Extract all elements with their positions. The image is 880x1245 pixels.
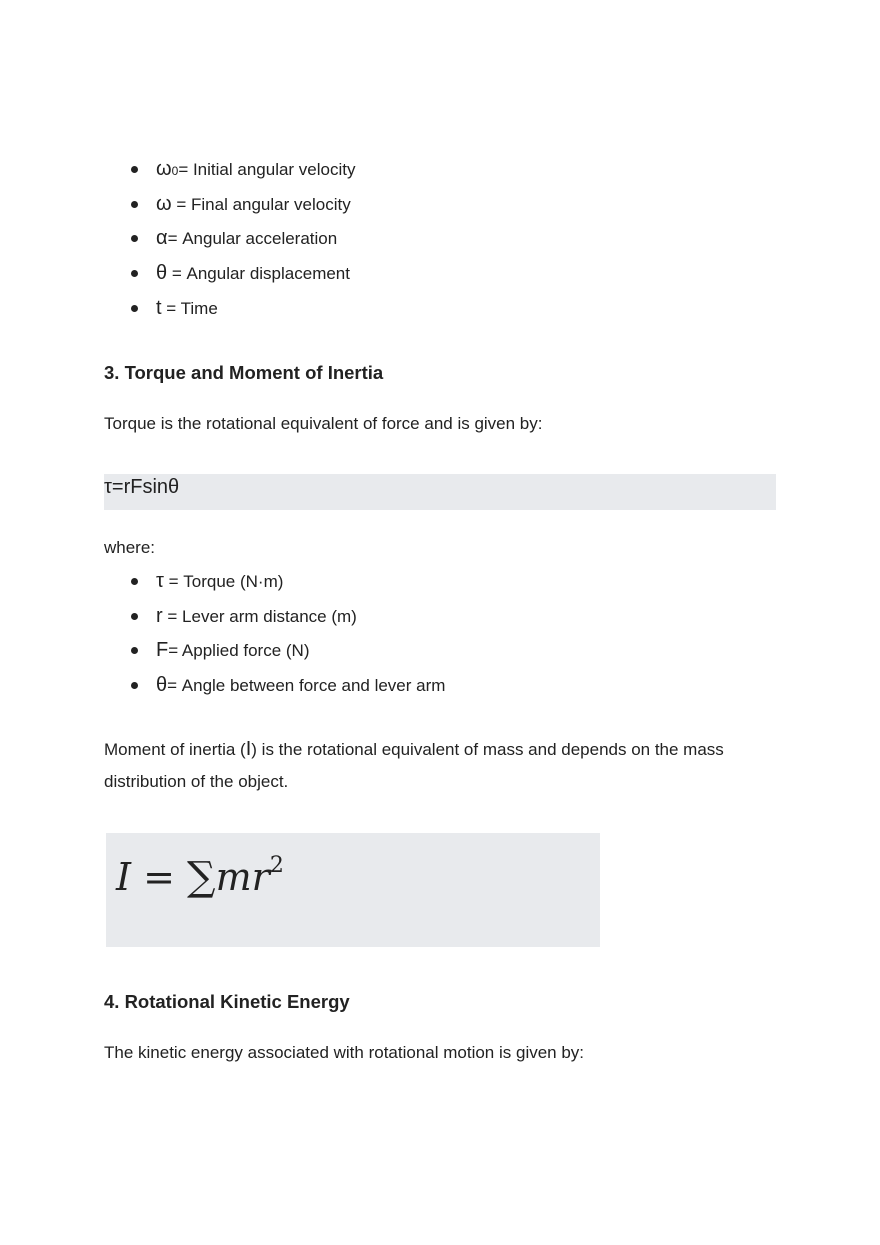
- symbol: α: [156, 227, 168, 250]
- list-item: [104, 157, 356, 192]
- bullet-icon: [131, 270, 138, 277]
- list-item: [104, 226, 356, 261]
- definition-text: = Initial angular velocity: [178, 160, 356, 179]
- definition-text: = Torque (N·m): [163, 572, 284, 591]
- torque-formula-box: [104, 474, 776, 510]
- inertia-formula-box: [106, 833, 600, 947]
- where-label: where:: [104, 538, 156, 557]
- definition-text: = Angle between force and lever arm: [167, 676, 446, 696]
- torque-formula: τ=rFsinθ: [104, 476, 180, 498]
- symbol: ω: [156, 192, 172, 215]
- torque-definitions-list: [104, 569, 445, 708]
- symbol: F: [156, 639, 169, 662]
- torque-intro: Torque is the rotational equivalent of force and is given by:: [104, 414, 543, 433]
- formula-exponent: 2: [269, 853, 284, 878]
- bullet-icon: [131, 201, 138, 208]
- symbol: θ: [156, 262, 168, 285]
- formula-equals: =: [143, 855, 175, 899]
- bullet-icon: [131, 578, 138, 585]
- symbol: θ: [156, 674, 168, 697]
- section-heading-torque: 3. Torque and Moment of Inertia: [104, 362, 384, 383]
- definition-text: = Angular acceleration: [167, 229, 338, 249]
- symbol: t: [156, 296, 162, 319]
- list-item: [104, 192, 356, 227]
- symbol: τ: [156, 570, 164, 592]
- symbol: ω: [156, 158, 172, 180]
- list-item: [104, 261, 356, 296]
- list-item: [104, 638, 445, 673]
- inertia-formula: [116, 853, 284, 900]
- list-item: [104, 673, 445, 708]
- list-item: [104, 296, 356, 331]
- formula-body: mr: [215, 855, 270, 899]
- inertia-paragraph: [104, 733, 764, 798]
- definition-text: = Applied force (N): [168, 641, 310, 661]
- definition-text: = Lever arm distance (m): [162, 606, 357, 626]
- section-heading-kinetic-energy: 4. Rotational Kinetic Energy: [104, 991, 350, 1012]
- inertia-text-post: ) is the rotational equivalent of mass and depends on the mass distribution of the object.: [104, 740, 724, 791]
- bullet-icon: [131, 166, 138, 173]
- definition-text: = Angular displacement: [167, 264, 350, 284]
- list-item: [104, 604, 445, 639]
- bullet-icon: [131, 682, 138, 689]
- bullet-icon: [131, 305, 138, 312]
- sum-icon: ∑: [187, 854, 216, 900]
- kinetic-energy-intro: The kinetic energy associated with rotational motion is given by:: [104, 1043, 585, 1062]
- symbol: r: [156, 604, 163, 627]
- bullet-icon: [131, 613, 138, 620]
- formula-lhs: I: [116, 855, 132, 899]
- inertia-text-pre: Moment of inertia (: [104, 740, 246, 759]
- definition-text: = Final angular velocity: [171, 194, 351, 214]
- angular-variables-list: [104, 157, 356, 330]
- inertia-symbol: I: [245, 738, 252, 760]
- definition-text: = Time: [161, 298, 218, 318]
- bullet-icon: [131, 235, 138, 242]
- bullet-icon: [131, 647, 138, 654]
- subscript: 0: [171, 164, 179, 178]
- list-item: [104, 569, 445, 604]
